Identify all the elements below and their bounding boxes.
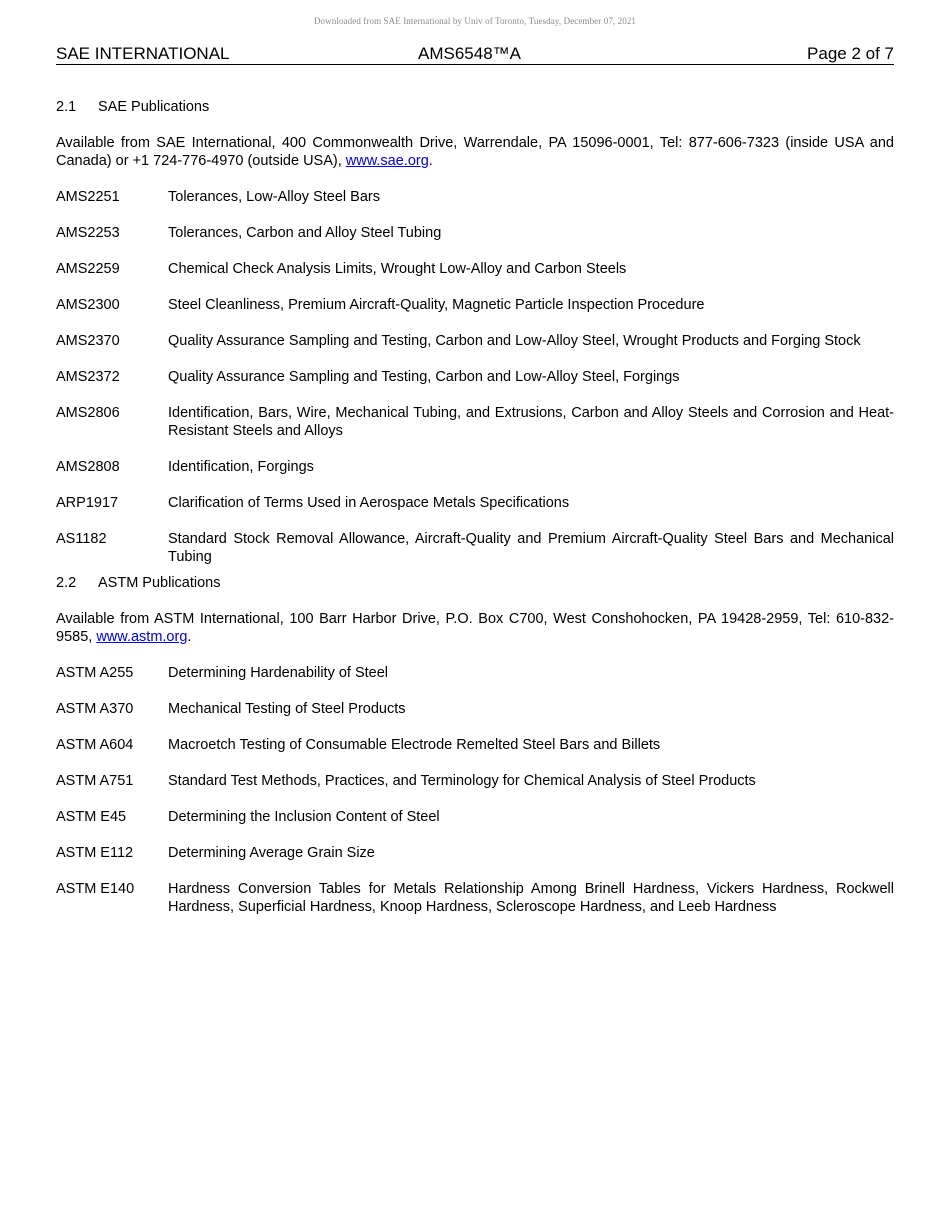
reference-title: Determining Hardenability of Steel — [168, 665, 389, 681]
reference-title: Clarification of Terms Used in Aerospace Metals Specifications — [168, 495, 570, 511]
section-title: ASTM Publications — [98, 575, 221, 591]
reference-code: AMS2370 — [56, 333, 120, 349]
reference-item — [56, 736, 894, 754]
reference-title: Identification, Forgings — [168, 459, 314, 475]
reference-code: AMS2259 — [56, 261, 120, 277]
page-header — [56, 44, 894, 65]
reference-item — [56, 332, 894, 350]
reference-code: AMS2372 — [56, 369, 120, 385]
section-astm-publications — [56, 574, 894, 916]
reference-code: ASTM A370 — [56, 701, 134, 717]
reference-item — [56, 880, 894, 916]
reference-item — [56, 260, 894, 278]
reference-title: Macroetch Testing of Consumable Electrode Remelted Steel Bars and Billets — [168, 737, 661, 753]
reference-list — [56, 188, 894, 566]
reference-title: Hardness Conversion Tables for Metals Relationship Among Brinell Hardness, Vickers Hardness, Rockwell Hardness, Superficial Hardness, Knoop Hardness, Scleroscope Hardness, and Leeb Hardness — [168, 881, 894, 915]
intro-end: . — [428, 153, 433, 169]
reference-item — [56, 808, 894, 826]
reference-code: AMS2300 — [56, 297, 120, 313]
reference-title: Chemical Check Analysis Limits, Wrought Low-Alloy and Carbon Steels — [168, 261, 627, 277]
reference-code: ASTM E45 — [56, 809, 127, 825]
header-page-number: Page 2 of 7 — [807, 44, 894, 63]
reference-title: Standard Stock Removal Allowance, Aircraft-Quality and Premium Aircraft-Quality Steel Bars and Mechanical Tubing — [168, 531, 894, 565]
reference-title: Determining Average Grain Size — [168, 845, 375, 861]
reference-title: Identification, Bars, Wire, Mechanical Tubing, and Extrusions, Carbon and Alloy Steels and Corrosion and Heat-Resistant Steels and Alloys — [168, 405, 894, 439]
reference-code: AMS2253 — [56, 225, 120, 241]
reference-code: AMS2251 — [56, 189, 120, 205]
reference-code: ARP1917 — [56, 495, 119, 511]
section-intro — [56, 134, 894, 170]
section-sae-publications — [56, 98, 894, 566]
reference-code: ASTM A751 — [56, 773, 134, 789]
sae-website-link[interactable]: www.sae.org — [345, 153, 429, 169]
reference-item — [56, 844, 894, 862]
section-number: 2.1 — [56, 99, 77, 115]
reference-code: ASTM E140 — [56, 881, 135, 897]
section-intro — [56, 610, 894, 646]
reference-title: Standard Test Methods, Practices, and Terminology for Chemical Analysis of Steel Products — [168, 773, 756, 789]
reference-title: Determining the Inclusion Content of Steel — [168, 809, 440, 825]
reference-code: AS1182 — [56, 531, 107, 547]
reference-item — [56, 224, 894, 242]
reference-item — [56, 458, 894, 476]
section-heading — [56, 574, 894, 592]
reference-item — [56, 404, 894, 440]
reference-item — [56, 530, 894, 566]
section-title: SAE Publications — [98, 99, 210, 115]
reference-item — [56, 296, 894, 314]
reference-title: Steel Cleanliness, Premium Aircraft-Quality, Magnetic Particle Inspection Procedure — [168, 297, 705, 313]
reference-item — [56, 494, 894, 512]
intro-end: . — [187, 629, 192, 645]
reference-item — [56, 772, 894, 790]
reference-item — [56, 368, 894, 386]
document-body — [56, 98, 894, 934]
section-number: 2.2 — [56, 575, 77, 591]
download-note: Downloaded from SAE International by Univ of Toronto, Tuesday, December 07, 2021 — [313, 16, 637, 26]
reference-code: AMS2806 — [56, 405, 120, 421]
reference-title: Quality Assurance Sampling and Testing, Carbon and Low-Alloy Steel, Wrought Products and Forging Stock — [168, 333, 861, 349]
reference-title: Mechanical Testing of Steel Products — [168, 701, 406, 717]
reference-title: Quality Assurance Sampling and Testing, Carbon and Low-Alloy Steel, Forgings — [168, 369, 680, 385]
reference-item — [56, 664, 894, 682]
header-doc-id: AMS6548™A — [418, 44, 521, 63]
reference-item — [56, 700, 894, 718]
header-org: SAE INTERNATIONAL — [56, 44, 230, 63]
intro-text: Available from SAE International, 400 Commonwealth Drive, Warrendale, PA 15096-0001, Tel: 877-606-7323 (inside USA and Canada) or +1 724-776-4970 (outside USA), — [56, 135, 894, 169]
astm-website-link[interactable]: www.astm.org — [96, 629, 188, 645]
section-heading — [56, 98, 894, 116]
reference-code: ASTM A255 — [56, 665, 134, 681]
reference-code: AMS2808 — [56, 459, 120, 475]
intro-text: Available from ASTM International, 100 Barr Harbor Drive, P.O. Box C700, West Conshohocken, PA 19428-2959, Tel: 610-832-9585, — [56, 611, 894, 645]
reference-list — [56, 664, 894, 916]
reference-title: Tolerances, Low-Alloy Steel Bars — [168, 189, 380, 205]
reference-item — [56, 188, 894, 206]
reference-title: Tolerances, Carbon and Alloy Steel Tubing — [168, 225, 442, 241]
reference-code: ASTM A604 — [56, 737, 134, 753]
reference-code: ASTM E112 — [56, 845, 134, 861]
